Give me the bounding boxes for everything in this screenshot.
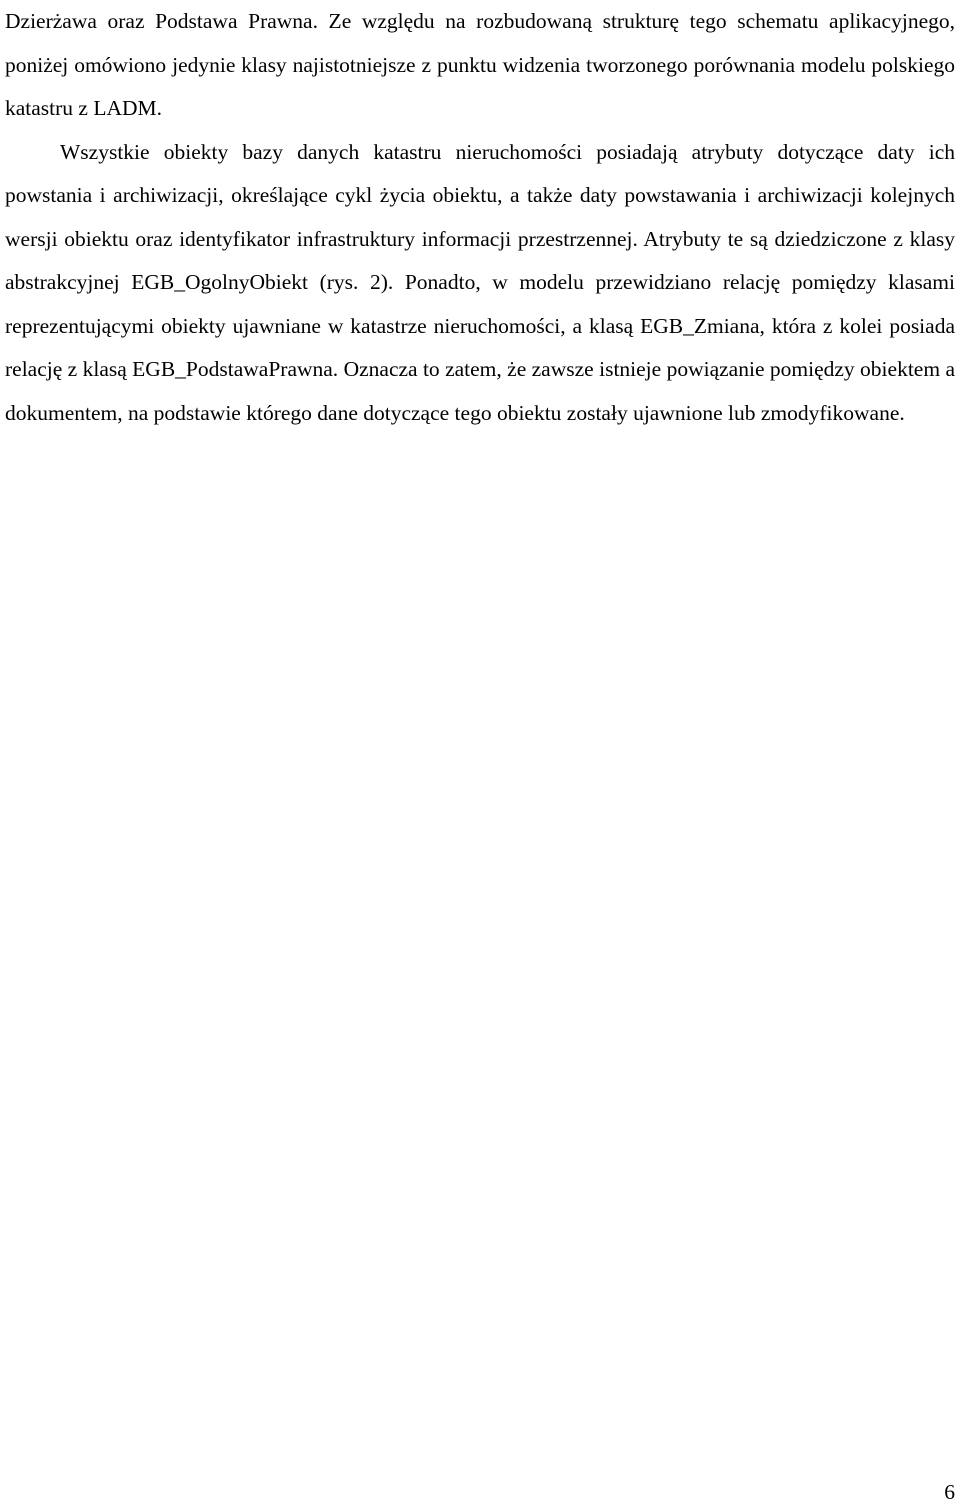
paragraph-continuation: Dzierżawa oraz Podstawa Prawna. Ze względu na rozbudowaną strukturę tego schematu aplikacyjnego, poniżej omówiono jedynie klasy najistotniejsze z punktu widzenia tworzonego porównania modelu polskiego katastru z LADM. [5,9,955,120]
paragraph-object-attributes: Wszystkie obiekty bazy danych katastru nieruchomości posiadają atrybuty dotyczące daty ich powstania i archiwizacji, określające cykl życia obiektu, a także daty powstawania i archiwizacji kolejnych wersji obiektu oraz identyfikator infrastruktury informacji przestrzennej. Atrybuty te są dziedziczone z klasy abstrakcyjnej EGB_OgolnyObiekt (rys. 2). Ponadto, w modelu przewidziano relację pomiędzy klasami reprezentującymi obiekty ujawniane w katastrze nieruchomości, a klasą EGB_Zmiana, która z kolei posiada relację z klasą EGB_PodstawaPrawna. Oznacza to zatem, że zawsze istnieje powiązanie pomiędzy obiektem a dokumentem, na podstawie którego dane dotyczące tego obiektu zostały ujawnione lub zmodyfikowane. [5,139,955,425]
page-number: 6 [944,1480,955,1504]
body-text [5,0,955,435]
